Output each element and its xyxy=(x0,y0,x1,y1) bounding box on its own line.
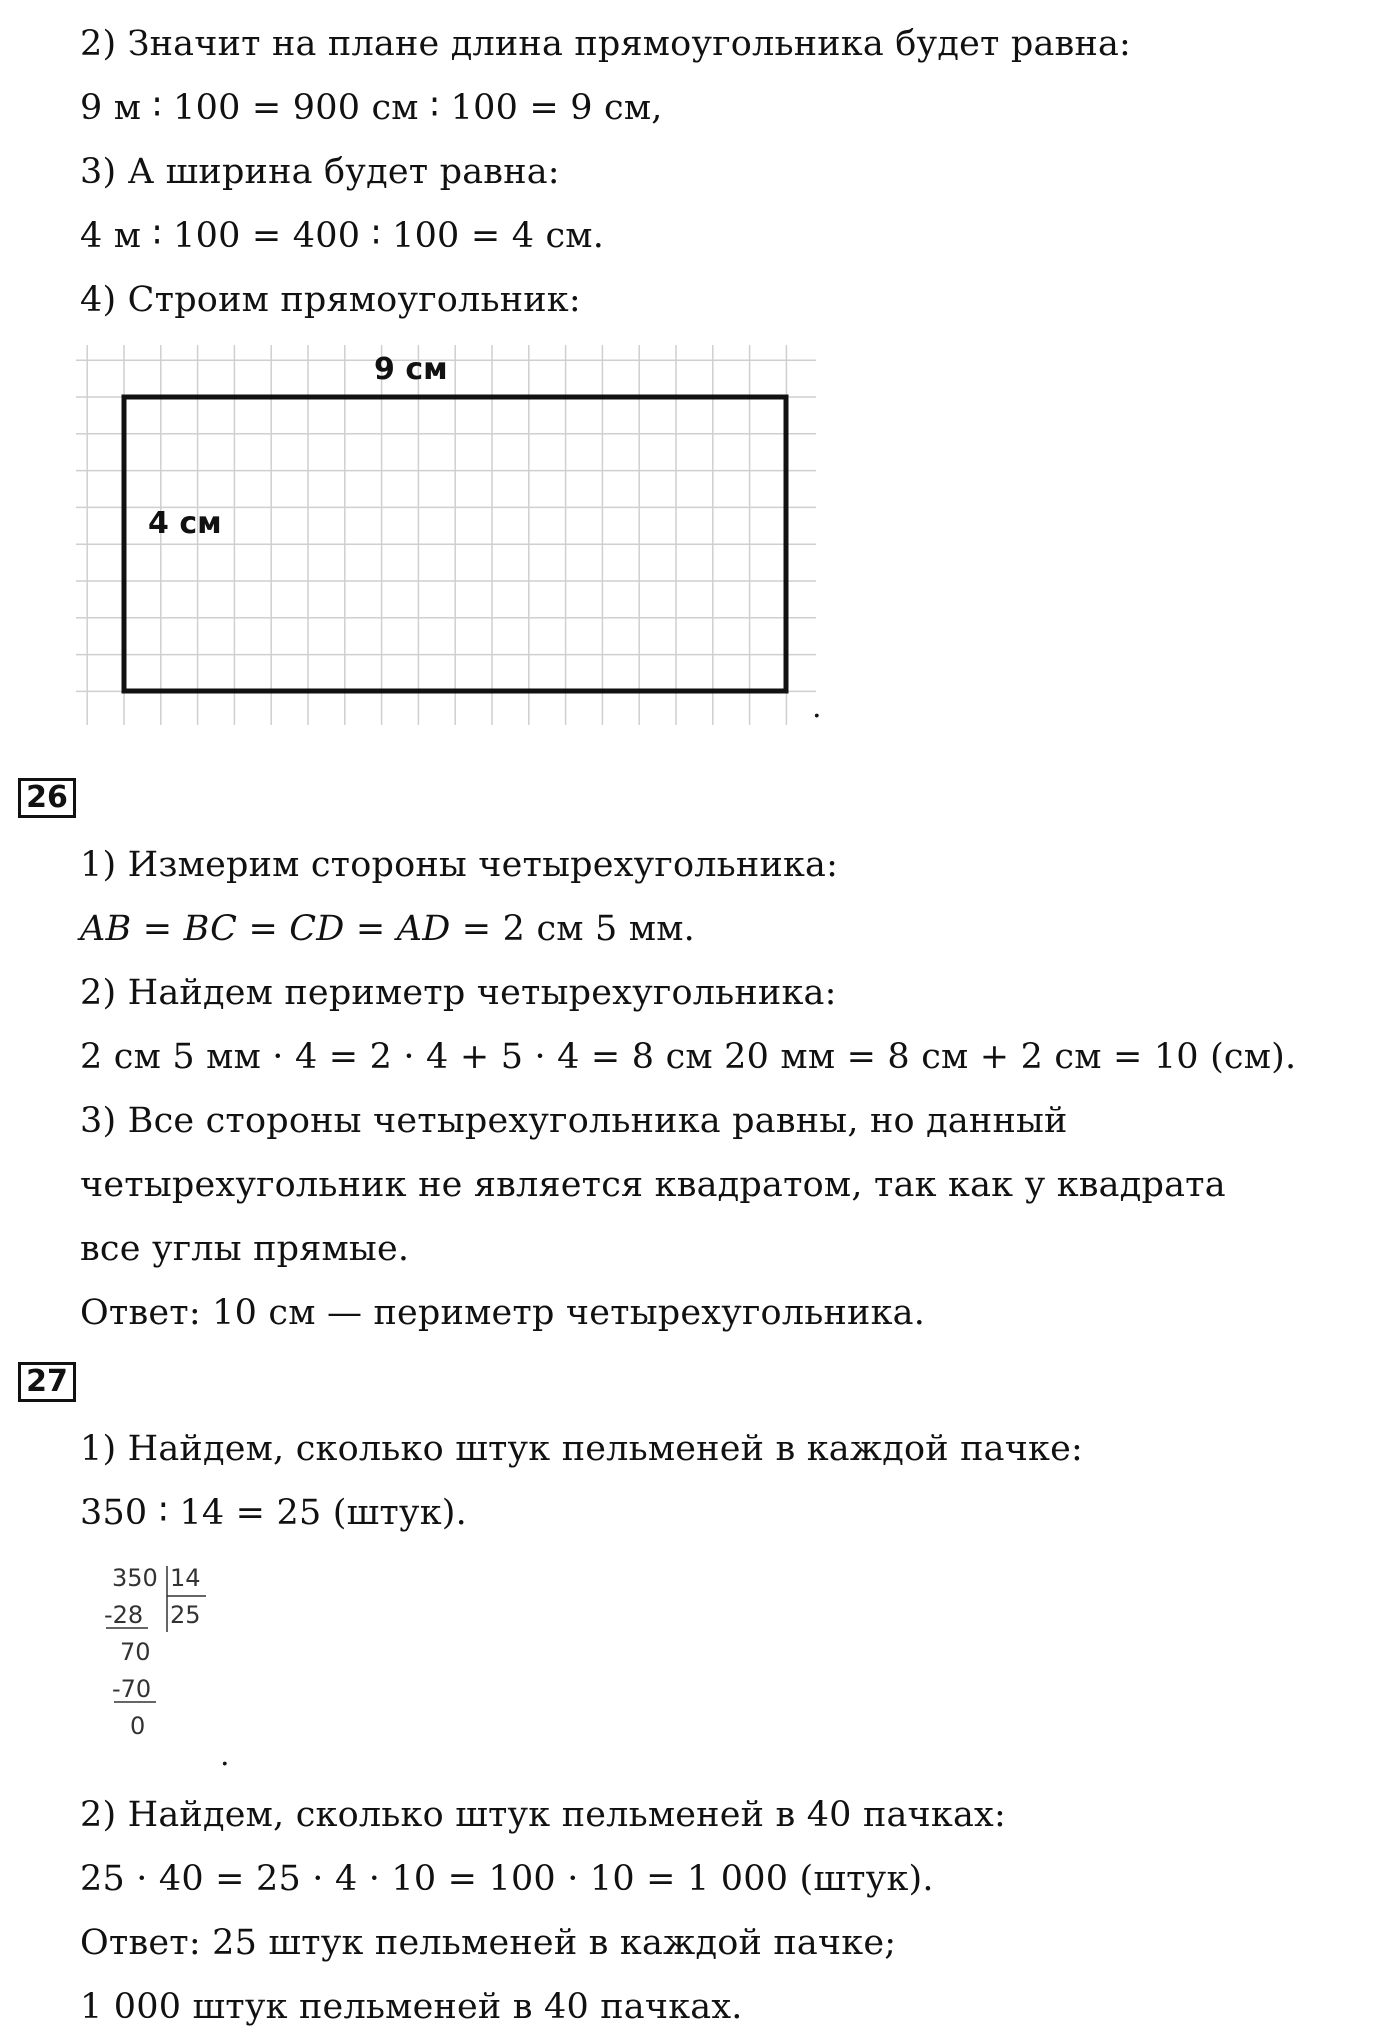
equation-sides xyxy=(80,907,695,951)
sides-math: AB = BC = CD = AD xyxy=(80,909,451,949)
text-line: 1) Найдем, сколько штук пельменей в каждой пачке: xyxy=(80,1429,1084,1469)
division-lines xyxy=(100,1560,240,1750)
sides-value: = 2 см 5 мм. xyxy=(450,909,695,949)
remainder-2: 0 xyxy=(130,1712,146,1740)
text-line: 2) Найдем периметр четырехугольника: xyxy=(80,973,837,1013)
text-line: 4) Строим прямоугольник: xyxy=(80,280,581,320)
division-dot: . xyxy=(220,1738,230,1773)
equation-width: 4 м ∶ 100 = 400 ∶ 100 = 4 см. xyxy=(80,216,605,256)
equation-length: 9 м ∶ 100 = 900 см ∶ 100 = 9 см, xyxy=(80,88,663,128)
task-number-27: 27 xyxy=(18,1362,76,1402)
answer-26: Ответ: 10 см — периметр четырехугольника. xyxy=(80,1293,926,1333)
figure-dot: . xyxy=(812,690,822,725)
text-line: 3) А ширина будет равна: xyxy=(80,152,560,192)
task-number-26: 26 xyxy=(18,778,76,818)
quotient: 25 xyxy=(170,1601,201,1629)
subtrahend-2: -70 xyxy=(112,1675,152,1703)
text-line: все углы прямые. xyxy=(80,1229,410,1269)
answer-27-line-2: 1 000 штук пельменей в 40 пачках. xyxy=(80,1987,743,2027)
text-line: четырехугольник не является квадратом, так как у квадрата xyxy=(80,1165,1226,1205)
text-line: 2) Значит на плане длина прямоугольника будет равна: xyxy=(80,24,1132,64)
width-label: 9 см xyxy=(374,352,448,387)
equation-perimeter: 2 см 5 мм · 4 = 2 · 4 + 5 · 4 = 8 см 20 мм = 8 см + 2 см = 10 (см). xyxy=(80,1037,1297,1077)
long-division xyxy=(100,1560,240,1750)
equation-total: 25 · 40 = 25 · 4 · 10 = 100 · 10 = 1 000 (штук). xyxy=(80,1859,934,1899)
subtrahend-1: -28 xyxy=(104,1601,144,1629)
equation-division: 350 ∶ 14 = 25 (штук). xyxy=(80,1493,467,1533)
text-line: 3) Все стороны четырехугольника равны, но данный xyxy=(80,1101,1068,1141)
answer-27-line-1: Ответ: 25 штук пельменей в каждой пачке; xyxy=(80,1923,897,1963)
remainder-1: 70 xyxy=(120,1638,151,1666)
text-line: 1) Измерим стороны четырехугольника: xyxy=(80,845,839,885)
dividend: 350 xyxy=(112,1564,158,1592)
divisor: 14 xyxy=(170,1564,201,1592)
height-label: 4 см xyxy=(148,506,222,541)
text-line: 2) Найдем, сколько штук пельменей в 40 пачках: xyxy=(80,1795,1006,1835)
